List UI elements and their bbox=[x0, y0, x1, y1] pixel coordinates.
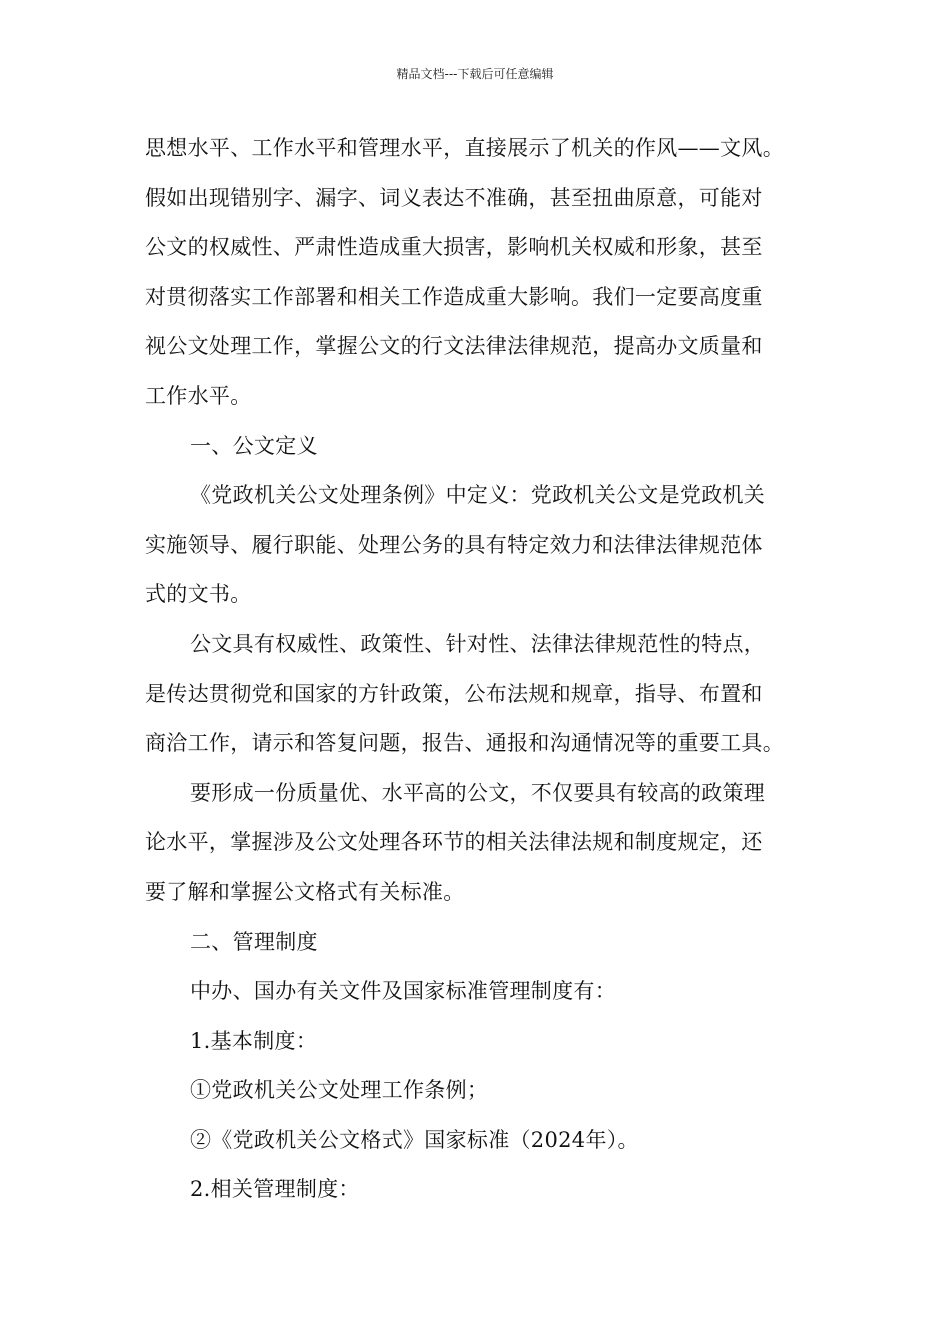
list-heading: 1.基本制度： bbox=[190, 1028, 318, 1053]
paragraph-start: 公文具有权威性、政策性、针对性、法律法律规范性的特点， bbox=[190, 631, 766, 656]
body-line: 要了解和掌握公文格式有关标准。 bbox=[145, 879, 465, 904]
body-line: 论水平，掌握涉及公文处理各环节的相关法律法规和制度规定，还 bbox=[145, 830, 763, 855]
body-line: 工作水平。 bbox=[145, 383, 252, 408]
page-header: 精品文档---下载后可任意编辑 bbox=[396, 67, 554, 81]
body-line: 是传达贯彻党和国家的方针政策，公布法规和规章，指导、布置和 bbox=[145, 681, 763, 706]
body-line: 公文的权威性、严肃性造成重大损害，影响机关权威和形象，甚至 bbox=[145, 235, 763, 260]
list-heading: 2.相关管理制度： bbox=[190, 1177, 360, 1202]
body-line: 实施领导、履行职能、处理公务的具有特定效力和法律法律规范体 bbox=[145, 532, 763, 557]
paragraph-start: 要形成一份质量优、水平高的公文，不仅要具有较高的政策理 bbox=[190, 780, 766, 805]
paragraph-start: 中办、国办有关文件及国家标准管理制度有： bbox=[190, 979, 616, 1004]
body-line: 式的文书。 bbox=[145, 582, 252, 607]
body-line: 假如出现错别字、漏字、词义表达不准确，甚至扭曲原意，可能对 bbox=[145, 185, 763, 210]
paragraph-start: 《党政机关公文处理条例》中定义：党政机关公文是党政机关 bbox=[190, 483, 766, 508]
list-item: ②《党政机关公文格式》国家标准（2024年）。 bbox=[190, 1127, 639, 1152]
body-line: 商洽工作，请示和答复问题，报告、通报和沟通情况等的重要工具。 bbox=[145, 731, 784, 756]
section-heading: 二、管理制度 bbox=[190, 929, 318, 954]
section-heading: 一、公文定义 bbox=[190, 433, 318, 458]
body-line: 视公文处理工作，掌握公文的行文法律法律规范，提高办文质量和 bbox=[145, 334, 763, 359]
document-body bbox=[145, 130, 815, 1221]
body-line: 对贯彻落实工作部署和相关工作造成重大影响。我们一定要高度重 bbox=[145, 284, 763, 309]
body-line: 思想水平、工作水平和管理水平，直接展示了机关的作风——文风。 bbox=[145, 136, 784, 160]
list-item: ①党政机关公文处理工作条例； bbox=[190, 1078, 489, 1103]
